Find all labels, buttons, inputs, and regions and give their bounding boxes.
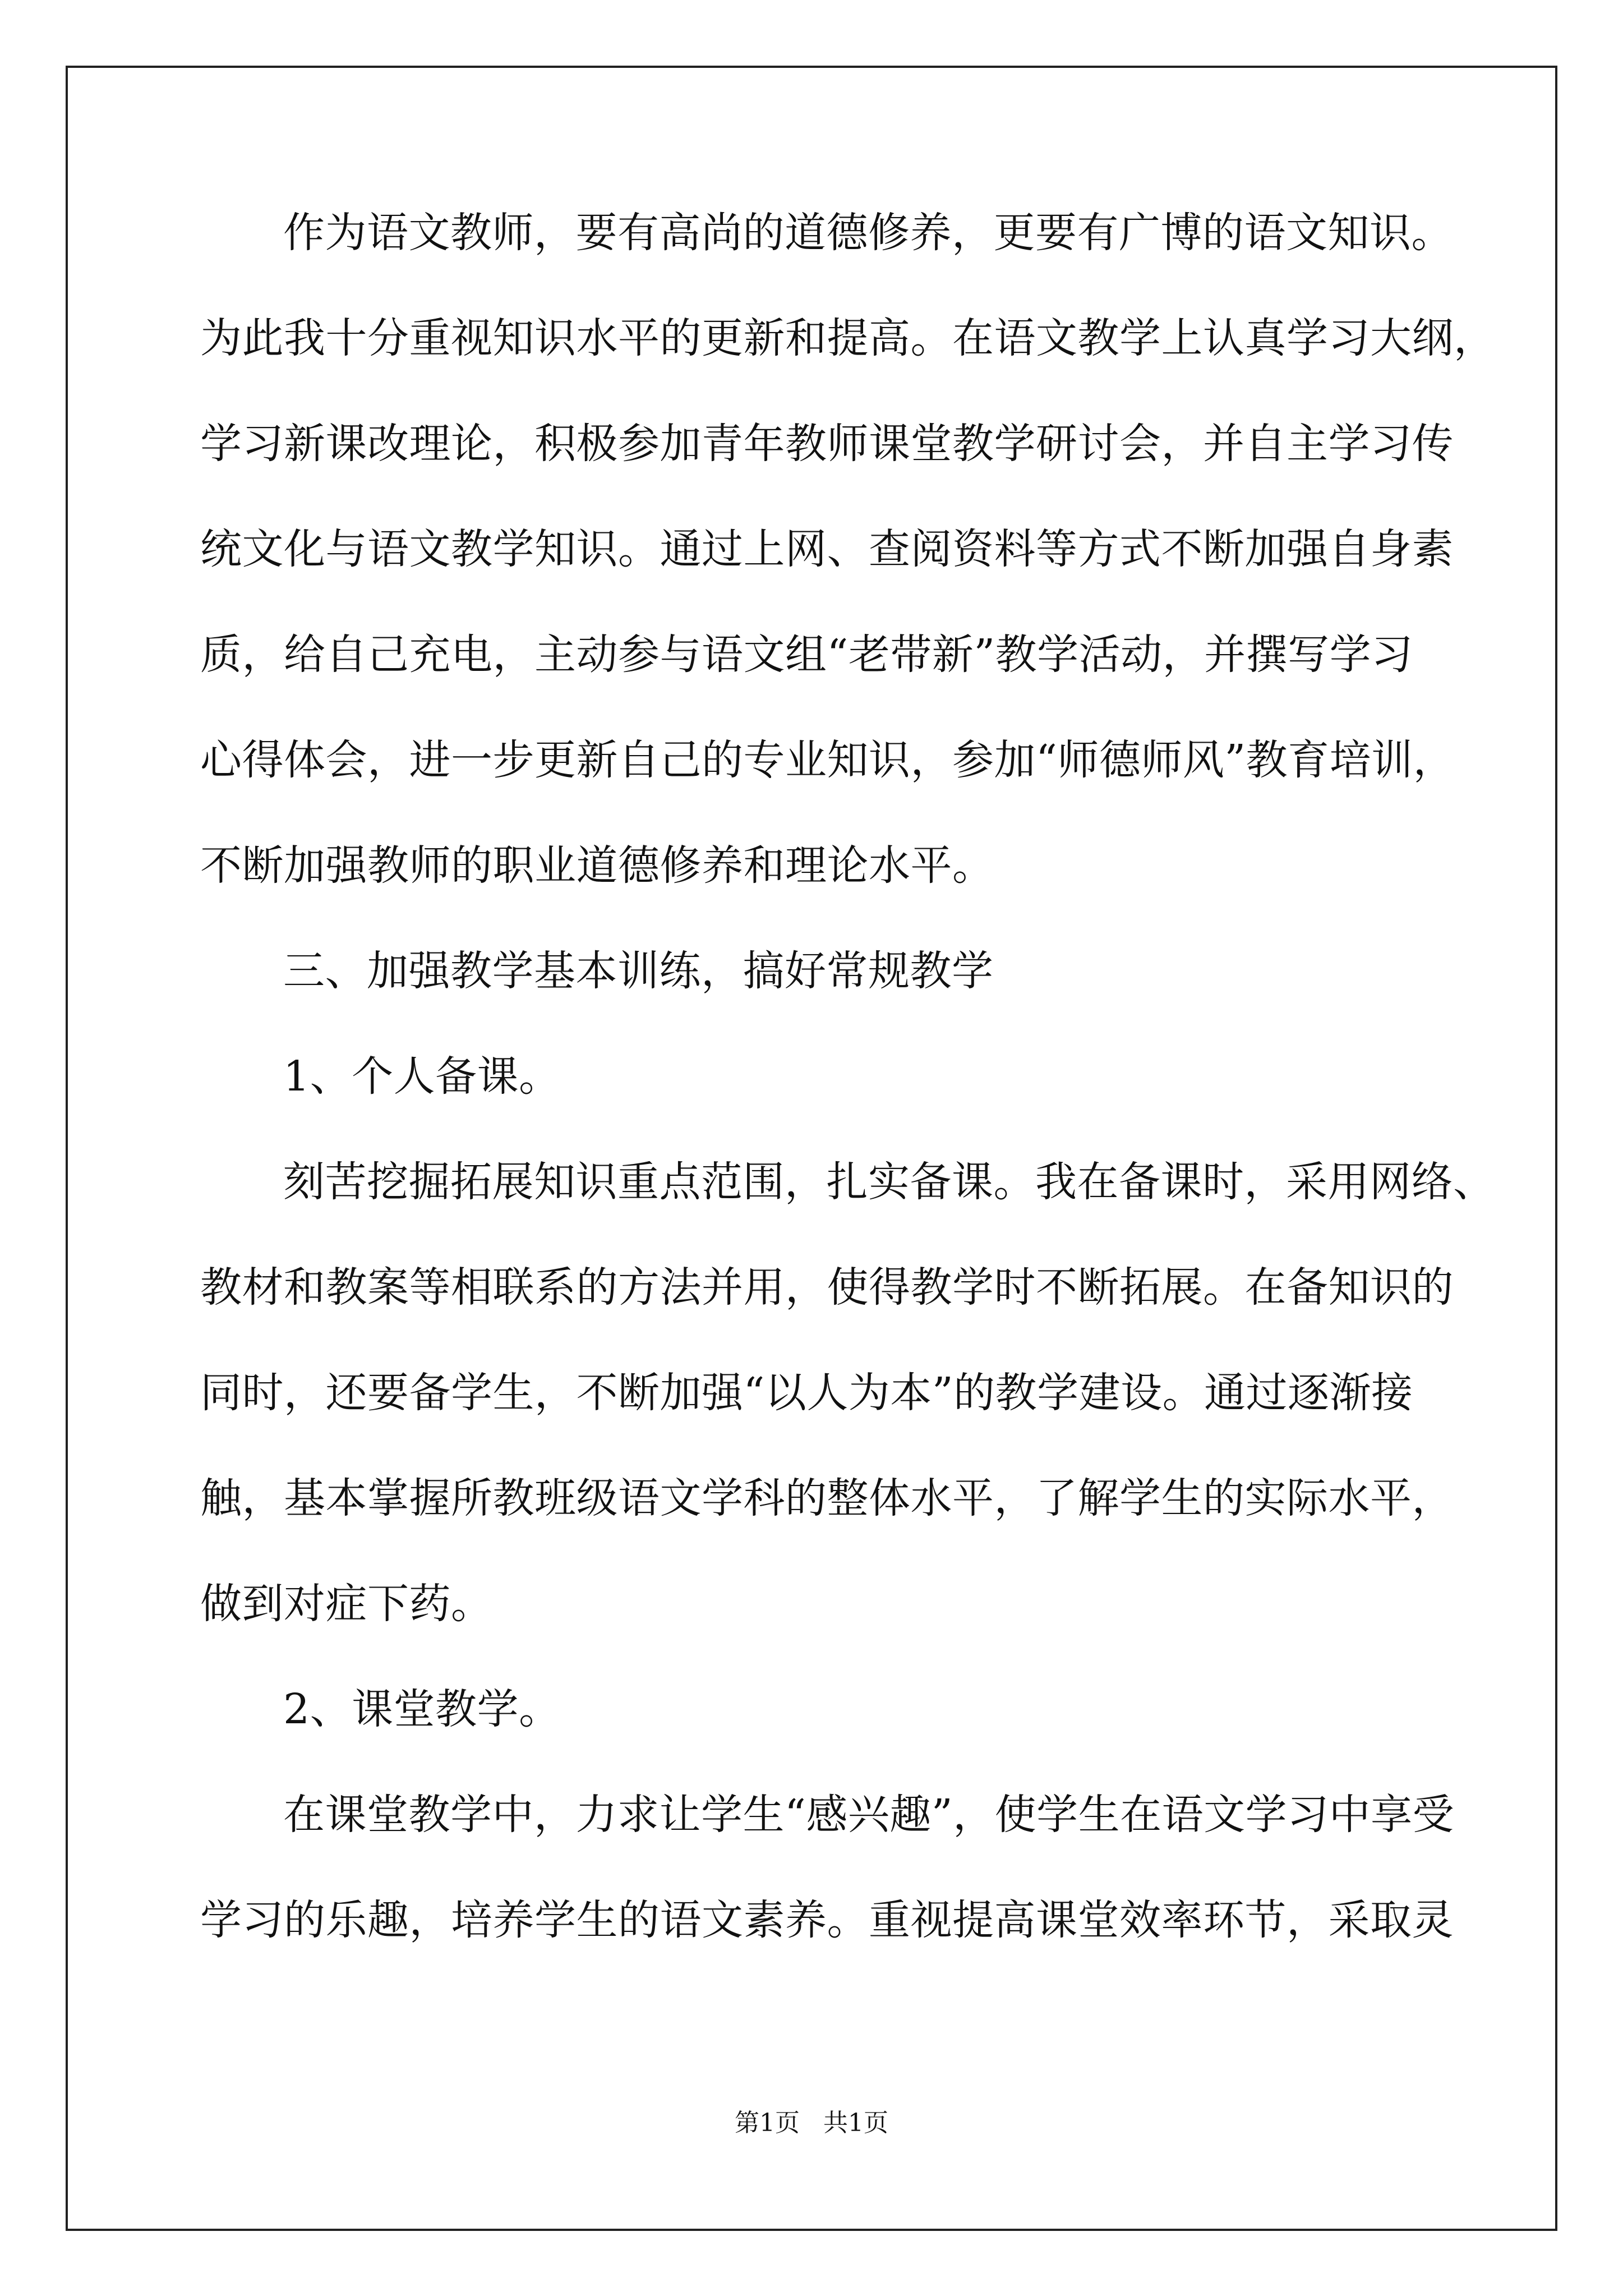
text-line: 为此我十分重视知识水平的更新和提高。在语文教学上认真学习大纲， xyxy=(200,314,1496,362)
text-line: 质，给自己充电，主动参与语文组“老带新”教学活动，并撰写学习 xyxy=(200,631,1413,679)
section-heading: 三、加强教学基本训练，搞好常规教学 xyxy=(283,947,994,995)
text-line: 学习新课改理论，积极参加青年教师课堂教学研讨会，并自主学习传 xyxy=(200,420,1454,468)
text-line: 触，基本掌握所教班级语文学科的整体水平，了解学生的实际水平， xyxy=(200,1474,1454,1522)
text-line: 刻苦挖掘拓展知识重点范围，扎实备课。我在备课时，采用网络、 xyxy=(283,1158,1495,1206)
text-line: 同时，还要备学生，不断加强“以人为本”的教学建设。通过逐渐接 xyxy=(200,1369,1413,1417)
subsection-heading: 1、个人备课。 xyxy=(283,1052,561,1101)
text-line: 做到对症下药。 xyxy=(200,1580,493,1628)
page-footer: 第1页 共1页 xyxy=(735,2109,888,2137)
subsection-heading: 2、课堂教学。 xyxy=(283,1685,561,1733)
text-line: 统文化与语文教学知识。通过上网、查阅资料等方式不断加强自身素 xyxy=(200,525,1454,573)
text-line: 学习的乐趣，培养学生的语文素养。重视提高课堂效率环节，采取灵 xyxy=(200,1896,1454,1944)
text-line: 在课堂教学中，力求让学生“感兴趣”，使学生在语文学习中享受 xyxy=(283,1791,1455,1839)
text-line: 作为语文教师，要有高尚的道德修养，更要有广博的语文知识。 xyxy=(283,209,1453,257)
text-line: 不断加强教师的职业道德修养和理论水平。 xyxy=(200,841,994,890)
text-line: 教材和教案等相联系的方法并用，使得教学时不断拓展。在备知识的 xyxy=(200,1263,1454,1312)
text-line: 心得体会，进一步更新自己的专业知识，参加“师德师风”教育培训， xyxy=(200,736,1455,784)
